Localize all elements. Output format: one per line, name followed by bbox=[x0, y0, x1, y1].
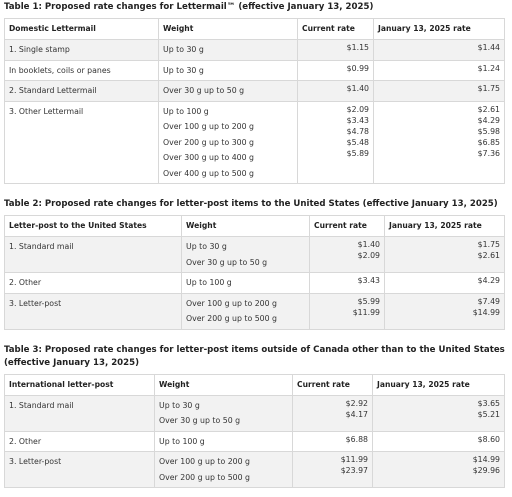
table-row bbox=[5, 40, 505, 61]
weight-cell bbox=[159, 101, 298, 184]
table-1-caption: Table 1: Proposed rate changes for Lettermail™ (effective January 13, 2025) bbox=[4, 2, 374, 12]
new-rate-value: $8.60 bbox=[477, 434, 500, 444]
new-rate-cell bbox=[373, 395, 505, 431]
weight-cell bbox=[155, 395, 293, 431]
table-row bbox=[5, 237, 505, 273]
new-rate-value: $1.75 bbox=[477, 240, 500, 249]
weight-value: Over 300 g up to 400 g bbox=[163, 153, 255, 162]
weight-value: Over 200 g up to 500 g bbox=[159, 472, 251, 482]
weight-cell bbox=[159, 40, 298, 61]
current-rate-value: $11.99 bbox=[340, 455, 368, 464]
table-1 bbox=[4, 18, 505, 184]
current-rate-value: $1.40 bbox=[346, 84, 369, 93]
current-rate-value: $5.48 bbox=[346, 137, 369, 147]
column-header-weight: Weight bbox=[159, 19, 298, 40]
new-rate-value: $7.36 bbox=[477, 148, 500, 158]
current-rate-cell bbox=[310, 237, 385, 273]
weight-value: Up to 100 g bbox=[163, 106, 209, 116]
new-rate-cell bbox=[374, 101, 505, 184]
new-rate-value: $3.65 bbox=[477, 398, 500, 408]
new-rate-value: $7.49 bbox=[477, 296, 500, 306]
current-rate-cell bbox=[293, 431, 373, 452]
column-header-current-rate: Current rate bbox=[298, 19, 374, 40]
weight-value: Up to 30 g bbox=[186, 242, 227, 251]
new-rate-value: $1.75 bbox=[477, 84, 500, 93]
table-row bbox=[5, 101, 505, 184]
weight-value: Over 100 g up to 200 g bbox=[159, 457, 251, 466]
row-label: 1. Single stamp bbox=[5, 40, 159, 61]
weight-value: Over 30 g up to 50 g bbox=[186, 257, 268, 267]
new-rate-value: $2.61 bbox=[477, 251, 500, 260]
row-label: 1. Standard mail bbox=[5, 237, 182, 273]
row-label: 2. Other bbox=[5, 431, 155, 452]
current-rate-value: $6.88 bbox=[345, 434, 368, 444]
table-row bbox=[5, 273, 505, 294]
weight-cell bbox=[155, 431, 293, 452]
new-rate-value: $4.29 bbox=[477, 115, 500, 125]
table-header-row bbox=[5, 19, 505, 40]
weight-cell bbox=[182, 273, 310, 294]
current-rate-value: $23.97 bbox=[340, 466, 368, 475]
new-rate-cell bbox=[373, 431, 505, 452]
new-rate-value: $14.99 bbox=[472, 455, 500, 464]
current-rate-cell bbox=[298, 101, 374, 184]
current-rate-value: $3.43 bbox=[357, 276, 380, 285]
current-rate-cell bbox=[310, 273, 385, 294]
table-2-body bbox=[5, 237, 505, 330]
weight-value: Over 200 g up to 300 g bbox=[163, 137, 255, 147]
new-rate-cell bbox=[385, 237, 505, 273]
row-label: 2. Standard Lettermail bbox=[5, 81, 159, 102]
table-1-body bbox=[5, 40, 505, 184]
column-header-current-rate: Current rate bbox=[310, 216, 385, 237]
table-3-caption: Table 3: Proposed rate changes for letter-post items outside of Canada other than to the United States (effective January 13, 2025) bbox=[4, 344, 505, 368]
weight-value: Over 100 g up to 200 g bbox=[186, 298, 278, 308]
current-rate-cell bbox=[298, 40, 374, 61]
table-3-body bbox=[5, 395, 505, 488]
current-rate-cell bbox=[298, 60, 374, 81]
weight-value: Over 30 g up to 50 g bbox=[163, 86, 245, 95]
current-rate-value: $1.15 bbox=[346, 43, 369, 52]
table-row bbox=[5, 395, 505, 431]
column-header-new-rate: January 13, 2025 rate bbox=[373, 374, 505, 395]
weight-cell bbox=[159, 60, 298, 81]
new-rate-cell bbox=[374, 81, 505, 102]
current-rate-cell bbox=[310, 293, 385, 329]
current-rate-cell bbox=[293, 452, 373, 488]
current-rate-value: $4.17 bbox=[345, 409, 368, 419]
weight-cell bbox=[159, 81, 298, 102]
table-row bbox=[5, 60, 505, 81]
weight-value: Over 400 g up to 500 g bbox=[163, 168, 255, 178]
column-header-new-rate: January 13, 2025 rate bbox=[374, 19, 505, 40]
row-label: 3. Letter-post bbox=[5, 452, 155, 488]
weight-value: Up to 30 g bbox=[159, 400, 200, 410]
weight-value: Up to 100 g bbox=[186, 278, 232, 287]
weight-value: Up to 100 g bbox=[159, 436, 205, 446]
weight-value: Up to 30 g bbox=[163, 65, 204, 75]
new-rate-value: $4.29 bbox=[477, 276, 500, 285]
current-rate-value: $1.40 bbox=[357, 240, 380, 249]
new-rate-value: $5.98 bbox=[477, 126, 500, 136]
column-header-category: International letter-post bbox=[5, 374, 155, 395]
current-rate-cell bbox=[298, 81, 374, 102]
table-row bbox=[5, 431, 505, 452]
new-rate-cell bbox=[374, 60, 505, 81]
row-label: In booklets, coils or panes bbox=[5, 60, 159, 81]
table-header-row bbox=[5, 374, 505, 395]
current-rate-value: $2.92 bbox=[345, 398, 368, 408]
column-header-current-rate: Current rate bbox=[293, 374, 373, 395]
table-row bbox=[5, 452, 505, 488]
table-3 bbox=[4, 374, 505, 489]
current-rate-value: $2.09 bbox=[357, 251, 380, 260]
table-row bbox=[5, 293, 505, 329]
current-rate-value: $11.99 bbox=[352, 307, 380, 317]
weight-cell bbox=[182, 237, 310, 273]
current-rate-value: $3.43 bbox=[346, 115, 369, 125]
current-rate-value: $2.09 bbox=[346, 104, 369, 114]
column-header-category: Letter-post to the United States bbox=[5, 216, 182, 237]
new-rate-cell bbox=[374, 40, 505, 61]
row-label: 3. Other Lettermail bbox=[5, 101, 159, 184]
table-2-caption: Table 2: Proposed rate changes for letter-post items to the United States (effective January 13, 2025) bbox=[4, 199, 498, 209]
row-label: 3. Letter-post bbox=[5, 293, 182, 329]
weight-value: Over 30 g up to 50 g bbox=[159, 416, 241, 425]
new-rate-cell bbox=[385, 293, 505, 329]
new-rate-cell bbox=[373, 452, 505, 488]
new-rate-value: $29.96 bbox=[472, 466, 500, 475]
table-2 bbox=[4, 215, 505, 330]
new-rate-value: $2.61 bbox=[477, 104, 500, 114]
new-rate-value: $1.44 bbox=[477, 43, 500, 52]
current-rate-value: $5.89 bbox=[346, 148, 369, 158]
weight-value: Over 200 g up to 500 g bbox=[186, 314, 278, 323]
new-rate-value: $5.21 bbox=[477, 409, 500, 419]
current-rate-value: $5.99 bbox=[357, 296, 380, 306]
current-rate-value: $0.99 bbox=[346, 63, 369, 73]
weight-cell bbox=[182, 293, 310, 329]
column-header-weight: Weight bbox=[155, 374, 293, 395]
column-header-weight: Weight bbox=[182, 216, 310, 237]
new-rate-cell bbox=[385, 273, 505, 294]
new-rate-value: $6.85 bbox=[477, 137, 500, 147]
column-header-category: Domestic Lettermail bbox=[5, 19, 159, 40]
weight-value: Over 100 g up to 200 g bbox=[163, 122, 255, 131]
table-row bbox=[5, 81, 505, 102]
current-rate-cell bbox=[293, 395, 373, 431]
row-label: 1. Standard mail bbox=[5, 395, 155, 431]
new-rate-value: $1.24 bbox=[477, 63, 500, 73]
row-label: 2. Other bbox=[5, 273, 182, 294]
table-header-row bbox=[5, 216, 505, 237]
current-rate-value: $4.78 bbox=[346, 126, 369, 136]
weight-value: Up to 30 g bbox=[163, 45, 204, 54]
column-header-new-rate: January 13, 2025 rate bbox=[385, 216, 505, 237]
new-rate-value: $14.99 bbox=[472, 307, 500, 317]
weight-cell bbox=[155, 452, 293, 488]
